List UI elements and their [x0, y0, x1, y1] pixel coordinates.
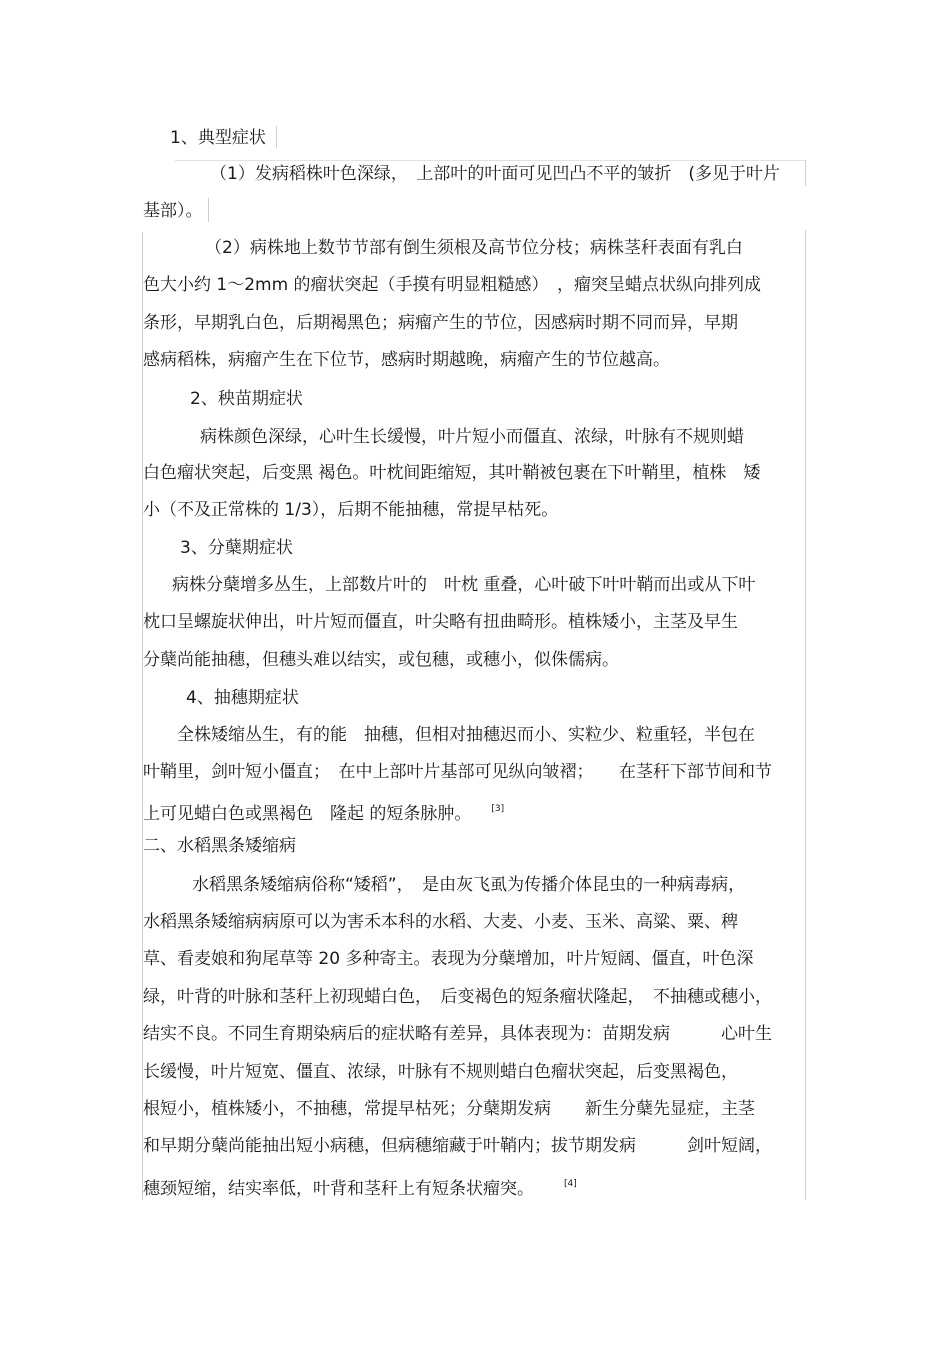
paragraph-line: 条形，早期乳白色，后期褐黑色；病瘤产生的节位，因感病时期不同而异，早期 — [143, 313, 738, 333]
paragraph-line: 长缓慢，叶片短宽、僵直、浓绿，叶脉有不规则蜡白色瘤状突起，后变黑褐色， — [143, 1062, 738, 1082]
heading-seedling-stage: 2、秧苗期症状 — [190, 389, 303, 409]
paragraph-line: 水稻黑条矮缩病俗称“矮稻”， 是由灰飞虱为传播介体昆虫的一种病毒病， — [192, 875, 746, 895]
paragraph-line: 全株矮缩丛生，有的能 抽穗，但相对抽穗迟而小、实粒少、粒重轻，半包在 — [177, 725, 755, 745]
heading-underline-rule — [175, 160, 805, 161]
paragraph-line: 草、看麦娘和狗尾草等 20 多种寄主。表现为分蘖增加，叶片短阔、僵直，叶色深 — [143, 949, 754, 969]
paragraph-line: 病株分蘖增多丛生，上部数片叶的 叶枕 重叠，心叶破下叶叶鞘而出或从下叶 — [172, 575, 756, 595]
paragraph-line: （1）发病稻株叶色深绿， 上部叶的叶面可见凹凸不平的皱折 (多见于叶片 — [210, 164, 780, 184]
reference-mark: [3] — [491, 804, 505, 814]
paragraph-line: 病株颜色深绿，心叶生长缓慢，叶片短小而僵直、浓绿，叶脉有不规则蜡 — [200, 427, 744, 447]
heading-heading-stage: 4、抽穗期症状 — [186, 688, 299, 708]
paragraph-line: 水稻黑条矮缩病病原可以为害禾本科的水稻、大麦、小麦、玉米、高粱、粟、稗 — [143, 912, 738, 932]
paragraph-line: 分蘖尚能抽穗，但穗头难以结实，或包穗，或穗小，似侏儒病。 — [143, 650, 619, 670]
paragraph-line: 白色瘤状突起，后变黑 褐色。叶枕间距缩短，其叶鞘被包裹在下叶鞘里，植株 矮 — [143, 463, 761, 483]
paragraph-text: 上可见蜡白色或黑褐色 隆起 的短条脉肿。 — [143, 804, 472, 824]
heading-box-rule — [276, 126, 277, 148]
paragraph-line: 感病稻株，病瘤产生在下位节，感病时期越晚，病瘤产生的节位越高。 — [143, 350, 670, 370]
reference-mark: [4] — [564, 1179, 577, 1189]
paragraph-line-with-ref — [143, 799, 504, 824]
paragraph-line: 绿，叶背的叶脉和茎秆上初现蜡白色， 后变褐色的短条瘤状隆起， 不抽穗或穗小， — [143, 987, 772, 1007]
paragraph-text: 穗颈短缩，结实率低，叶背和茎秆上有短条状瘤突。 — [143, 1179, 534, 1199]
paragraph-line: 枕口呈螺旋状伸出，叶片短而僵直，叶尖略有扭曲畸形。植株矮小，主茎及早生 — [143, 612, 738, 632]
right-margin-rule — [805, 230, 806, 1200]
paragraph-line: 叶鞘里，剑叶短小僵直； 在中上部叶片基部可见纵向皱褶； 在茎秆下部节间和节 — [143, 762, 772, 782]
heading-typical-symptoms: 1、典型症状 — [170, 128, 266, 148]
paragraph-line: 基部）。 — [143, 201, 203, 221]
paragraph-line-with-ref — [143, 1174, 577, 1199]
paragraph-line: 小（不及正常株的 1/3），后期不能抽穗，常提早枯死。 — [143, 500, 559, 520]
paragraph-line: （2）病株地上数节节部有倒生须根及高节位分枝；病株茎秆表面有乳白 — [205, 238, 743, 258]
paragraph-line: 结实不良。不同生育期染病后的症状略有差异，具体表现为：苗期发病 心叶生 — [143, 1024, 772, 1044]
paragraph-line: 根短小，植株矮小，不抽穗，常提早枯死；分蘖期发病 新生分蘖先显症，主茎 — [143, 1099, 755, 1119]
paragraph-line: 和早期分蘖尚能抽出短小病穗，但病穗缩藏于叶鞘内；拔节期发病 剑叶短阔， — [143, 1136, 772, 1156]
para1-box-rule — [805, 160, 806, 186]
heading-tillering-stage: 3、分蘖期症状 — [180, 538, 293, 558]
paragraph-line: 色大小约 1～2mm 的瘤状突起（手摸有明显粗糙感） ，瘤突呈蜡点状纵向排列成 — [143, 275, 762, 295]
left-margin-rule — [142, 232, 143, 1200]
section-heading-black-streak: 二、水稻黑条矮缩病 — [143, 836, 296, 856]
para1-end-rule — [208, 198, 209, 222]
